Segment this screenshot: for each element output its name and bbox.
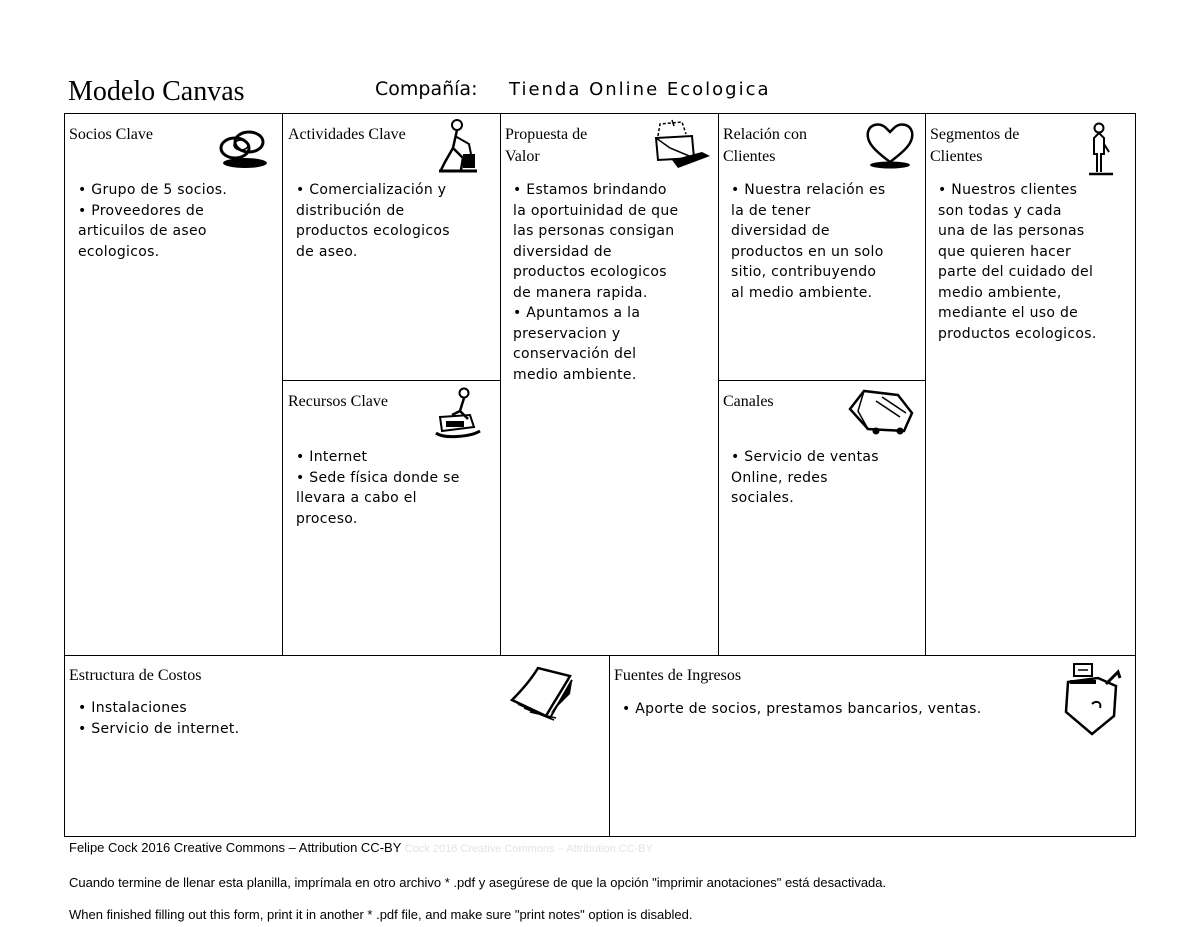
text-line: al medio ambiente. xyxy=(731,284,873,301)
text-line: una de las personas xyxy=(938,223,1085,239)
text-line: mediante el uso de xyxy=(938,305,1079,321)
title-line: Propuesta de xyxy=(505,126,588,143)
text-line: • Sede física donde se xyxy=(296,469,460,486)
cell-body xyxy=(731,447,879,509)
cell-title xyxy=(930,124,1019,168)
cell-title: Estructura de Costos xyxy=(69,667,202,684)
worker-machine-icon xyxy=(434,385,482,439)
gift-box-icon xyxy=(652,118,712,170)
text-line: llevara a cabo el xyxy=(296,490,417,506)
text-line: sitio, contribuyendo xyxy=(731,264,877,280)
delivery-truck-icon xyxy=(846,387,916,437)
cell-title xyxy=(505,124,587,168)
page-title: Modelo Canvas xyxy=(68,76,245,107)
text-line: • Proveedores de xyxy=(78,202,204,219)
text-line: sociales. xyxy=(731,490,794,506)
text-line: ecologicos. xyxy=(78,243,160,260)
text-line: de manera rapida. xyxy=(513,284,648,301)
price-tag-icon xyxy=(510,664,574,720)
text-line: • Estamos brindando xyxy=(513,182,667,198)
text-line: Online, redes xyxy=(731,469,828,486)
cell-body xyxy=(731,180,885,303)
person-working-icon xyxy=(437,118,481,174)
cell-body xyxy=(296,180,450,262)
text-line: • Servicio de internet. xyxy=(78,720,240,737)
title-line: Segmentos de xyxy=(930,126,1020,143)
print-note-es: Cuando termine de llenar esta planilla, imprímala en otro archivo * .pdf y asegúrese de que la opción "imprimir anotaciones" está desactivada. xyxy=(69,875,887,890)
cell-title: Fuentes de Ingresos xyxy=(614,667,742,684)
text-line: productos ecologicos. xyxy=(938,325,1097,342)
text-line: medio ambiente, xyxy=(938,284,1062,301)
text-line: • Comercialización y xyxy=(296,182,447,198)
credit-ghost-text: Cock 2016 Creative Commons – Attribution CC-BY xyxy=(404,843,653,855)
text-line: que quieren hacer xyxy=(938,243,1072,260)
text-line: • Apuntamos a la xyxy=(513,305,641,321)
title-line: Relación con xyxy=(723,126,807,143)
cell-fuentes-ingresos xyxy=(610,656,1135,836)
text-line: • Instalaciones xyxy=(78,700,187,716)
cell-canales xyxy=(718,381,924,654)
cell-actividades-clave xyxy=(282,114,499,379)
text-line: productos en un solo xyxy=(731,243,884,260)
company-name: Tienda Online Ecologica xyxy=(509,79,771,100)
cell-socios-clave xyxy=(65,114,281,654)
text-line: • Aporte de socios, prestamos bancarios, ventas. xyxy=(622,701,982,717)
text-line: distribución de xyxy=(296,202,405,219)
cell-body xyxy=(938,180,1097,344)
cell-propuesta-valor xyxy=(500,114,717,654)
cell-body xyxy=(296,447,460,529)
title-line: Valor xyxy=(505,148,540,165)
cell-title: Canales xyxy=(723,393,774,410)
text-line: articuilos de aseo xyxy=(78,223,207,239)
text-line: la de tener xyxy=(731,202,811,219)
text-line: conservación del xyxy=(513,346,637,362)
heart-icon xyxy=(864,120,916,170)
money-bag-icon xyxy=(1062,662,1122,738)
credit-line xyxy=(69,840,653,855)
cell-body xyxy=(622,699,981,720)
company-label: Compañía: xyxy=(375,78,478,100)
text-line: parte del cuidado del xyxy=(938,264,1094,280)
text-line: diversidad de xyxy=(513,243,612,260)
text-line: las personas consigan xyxy=(513,223,675,239)
chain-links-icon xyxy=(215,122,269,170)
text-line: diversidad de xyxy=(731,223,830,239)
credit-text: Felipe Cock 2016 Creative Commons – Attribution CC-BY xyxy=(69,840,402,855)
cell-segmentos-clientes xyxy=(925,114,1135,654)
cell-body xyxy=(513,180,678,385)
cell-body xyxy=(78,698,239,739)
text-line: preservacion y xyxy=(513,325,621,342)
title-line: Clientes xyxy=(930,148,983,165)
cell-estructura-costos xyxy=(65,656,608,836)
person-standing-icon xyxy=(1085,122,1115,178)
text-line: proceso. xyxy=(296,510,358,527)
text-line: de aseo. xyxy=(296,243,358,260)
text-line: • Grupo de 5 socios. xyxy=(78,182,228,198)
text-line: • Internet xyxy=(296,449,368,465)
text-line: productos ecologicos xyxy=(513,264,667,280)
cell-relacion-clientes xyxy=(718,114,924,379)
text-line: • Servicio de ventas xyxy=(731,449,879,465)
text-line: • Nuestra relación es xyxy=(731,182,886,198)
cell-title: Recursos Clave xyxy=(288,393,388,410)
text-line: • Nuestros clientes xyxy=(938,182,1078,198)
text-line: la oportuinidad de que xyxy=(513,202,679,219)
cell-body xyxy=(78,180,227,262)
cell-title: Actividades Clave xyxy=(288,126,406,143)
cell-recursos-clave xyxy=(282,381,499,654)
text-line: medio ambiente. xyxy=(513,366,637,383)
text-line: productos ecologicos xyxy=(296,223,450,239)
text-line: son todas y cada xyxy=(938,202,1062,219)
cell-title xyxy=(723,124,807,168)
title-line: Clientes xyxy=(723,148,776,165)
print-note-en: When finished filling out this form, print it in another * .pdf file, and make sure "print notes" option is disabled. xyxy=(69,907,693,922)
cell-title: Socios Clave xyxy=(69,126,153,143)
